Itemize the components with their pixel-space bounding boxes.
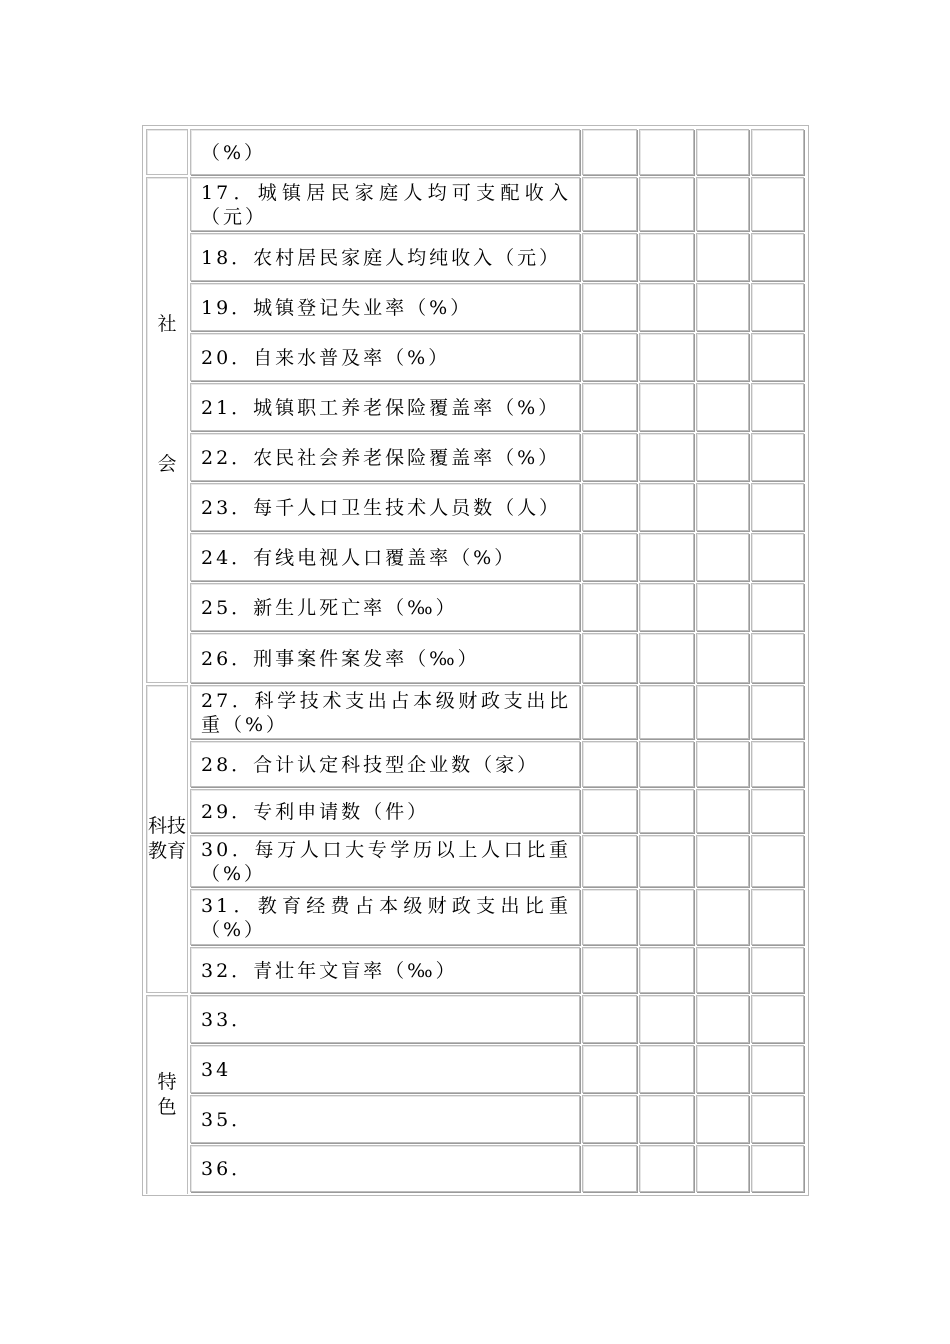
- indicator-label: 20．自来水普及率（%）: [201, 346, 451, 369]
- group-cell-continuation: [146, 129, 188, 175]
- table-row: [190, 835, 580, 887]
- empty-value-cell: [751, 633, 804, 683]
- empty-value-cell: [639, 947, 694, 993]
- empty-value-cell: [696, 433, 749, 481]
- empty-value-cell: [751, 1095, 804, 1143]
- table-row: [190, 533, 580, 581]
- empty-value-cell: [696, 1145, 749, 1192]
- indicator-label: 24．有线电视人口覆盖率（%）: [201, 546, 517, 569]
- empty-value-cell: [751, 533, 804, 581]
- indicator-table: [142, 125, 809, 1196]
- empty-value-cell: [639, 685, 694, 739]
- empty-value-cell: [696, 633, 749, 683]
- empty-value-cell: [639, 233, 694, 281]
- table-row: [190, 947, 580, 993]
- empty-value-cell: [696, 533, 749, 581]
- empty-value-cell: [696, 685, 749, 739]
- empty-value-cell: [751, 1145, 804, 1192]
- empty-value-cell: [696, 889, 749, 945]
- empty-value-cell: [751, 177, 804, 231]
- table-row: [190, 433, 580, 481]
- indicator-label: 21．城镇职工养老保险覆盖率（%）: [201, 396, 561, 419]
- empty-value-cell: [639, 383, 694, 431]
- empty-value-cell: [582, 633, 637, 683]
- empty-value-cell: [751, 889, 804, 945]
- table-row: [190, 741, 580, 787]
- empty-value-cell: [582, 433, 637, 481]
- empty-value-cell: [696, 1045, 749, 1093]
- empty-value-cell: [696, 333, 749, 381]
- empty-value-cell: [582, 789, 637, 833]
- table-row: [190, 483, 580, 531]
- empty-value-cell: [696, 177, 749, 231]
- empty-value-cell: [639, 1095, 694, 1143]
- indicator-label: 35．: [201, 1108, 254, 1131]
- empty-value-cell: [639, 1145, 694, 1192]
- group-cell-feature: [146, 995, 188, 1194]
- empty-value-cell: [582, 129, 637, 175]
- table-row: [190, 1145, 580, 1192]
- table-row: [190, 633, 580, 683]
- indicator-label: 22．农民社会养老保险覆盖率（%）: [201, 446, 561, 469]
- empty-value-cell: [751, 233, 804, 281]
- empty-value-cell: [582, 1095, 637, 1143]
- table-row: [190, 789, 580, 833]
- empty-value-cell: [582, 533, 637, 581]
- empty-value-cell: [751, 835, 804, 887]
- empty-value-cell: [582, 995, 637, 1043]
- group-cell-society: [146, 177, 188, 683]
- empty-value-cell: [582, 383, 637, 431]
- empty-value-cell: [639, 889, 694, 945]
- empty-value-cell: [639, 633, 694, 683]
- empty-value-cell: [751, 283, 804, 331]
- table-row: [190, 685, 580, 739]
- empty-value-cell: [582, 889, 637, 945]
- table-row: [190, 333, 580, 381]
- empty-value-cell: [696, 947, 749, 993]
- group-label: 特色: [157, 1071, 177, 1118]
- empty-value-cell: [751, 685, 804, 739]
- empty-value-cell: [582, 333, 637, 381]
- empty-value-cell: [639, 177, 694, 231]
- table-row: [190, 583, 580, 631]
- empty-value-cell: [582, 1145, 637, 1192]
- group-label: 社会: [157, 312, 177, 475]
- empty-value-cell: [751, 383, 804, 431]
- empty-value-cell: [639, 1045, 694, 1093]
- empty-value-cell: [639, 835, 694, 887]
- indicator-label: 29．专利申请数（件）: [201, 800, 430, 823]
- empty-value-cell: [751, 1045, 804, 1093]
- table-row: [190, 177, 580, 231]
- indicator-label: 26．刑事案件案发率（‰）: [201, 647, 480, 670]
- empty-value-cell: [751, 483, 804, 531]
- empty-value-cell: [639, 433, 694, 481]
- empty-value-cell: [639, 533, 694, 581]
- indicator-label: 27．科学技术支出占本级财政支出比重（%）: [201, 689, 571, 736]
- empty-value-cell: [582, 741, 637, 787]
- empty-value-cell: [751, 333, 804, 381]
- empty-value-cell: [696, 583, 749, 631]
- indicator-label: 32．青壮年文盲率（‰）: [201, 959, 458, 982]
- indicator-label: 31．教育经费占本级财政支出比重（%）: [201, 894, 571, 941]
- indicator-label: 23．每千人口卫生技术人员数（人）: [201, 496, 562, 519]
- table-row: [190, 995, 580, 1043]
- empty-value-cell: [582, 685, 637, 739]
- empty-value-cell: [639, 333, 694, 381]
- empty-value-cell: [639, 483, 694, 531]
- empty-value-cell: [751, 433, 804, 481]
- empty-value-cell: [696, 835, 749, 887]
- empty-value-cell: [639, 129, 694, 175]
- empty-value-cell: [582, 835, 637, 887]
- empty-value-cell: [696, 741, 749, 787]
- table-row: [190, 283, 580, 331]
- empty-value-cell: [751, 129, 804, 175]
- empty-value-cell: [639, 789, 694, 833]
- indicator-label: 17．城镇居民家庭人均可支配收入（元）: [201, 181, 571, 228]
- empty-value-cell: [751, 741, 804, 787]
- table-row: [190, 129, 580, 175]
- table-row: [190, 889, 580, 945]
- empty-value-cell: [639, 741, 694, 787]
- empty-value-cell: [696, 233, 749, 281]
- empty-value-cell: [751, 789, 804, 833]
- empty-value-cell: [696, 383, 749, 431]
- empty-value-cell: [639, 583, 694, 631]
- group-label-society: [147, 254, 187, 607]
- indicator-label: 28．合计认定科技型企业数（家）: [201, 753, 540, 776]
- indicator-label: 19．城镇登记失业率（%）: [201, 296, 473, 319]
- empty-value-cell: [696, 129, 749, 175]
- empty-value-cell: [696, 1095, 749, 1143]
- indicator-label: 25．新生儿死亡率（‰）: [201, 596, 458, 619]
- table-row: [190, 1095, 580, 1143]
- indicator-label: 34: [201, 1058, 232, 1081]
- empty-value-cell: [696, 483, 749, 531]
- empty-value-cell: [639, 283, 694, 331]
- empty-value-cell: [751, 583, 804, 631]
- empty-value-cell: [582, 177, 637, 231]
- empty-value-cell: [582, 583, 637, 631]
- empty-value-cell: [582, 483, 637, 531]
- group-cell-sci-edu: [146, 685, 188, 993]
- empty-value-cell: [639, 995, 694, 1043]
- table-row: [190, 383, 580, 431]
- empty-value-cell: [582, 1045, 637, 1093]
- indicator-label: 33．: [201, 1008, 254, 1031]
- indicator-label: 18．农村居民家庭人均纯收入（元）: [201, 246, 562, 269]
- indicator-label: 30．每万人口大专学历以上人口比重（%）: [201, 838, 571, 885]
- empty-value-cell: [582, 947, 637, 993]
- group-label: 科技教育: [147, 815, 186, 862]
- empty-value-cell: [582, 283, 637, 331]
- empty-value-cell: [696, 283, 749, 331]
- empty-value-cell: [751, 947, 804, 993]
- empty-value-cell: [751, 995, 804, 1043]
- table-row: [190, 1045, 580, 1093]
- empty-value-cell: [696, 995, 749, 1043]
- table-row: [190, 233, 580, 281]
- indicator-label: （%）: [201, 141, 267, 164]
- empty-value-cell: [582, 233, 637, 281]
- empty-value-cell: [696, 789, 749, 833]
- indicator-label: 36．: [201, 1158, 254, 1180]
